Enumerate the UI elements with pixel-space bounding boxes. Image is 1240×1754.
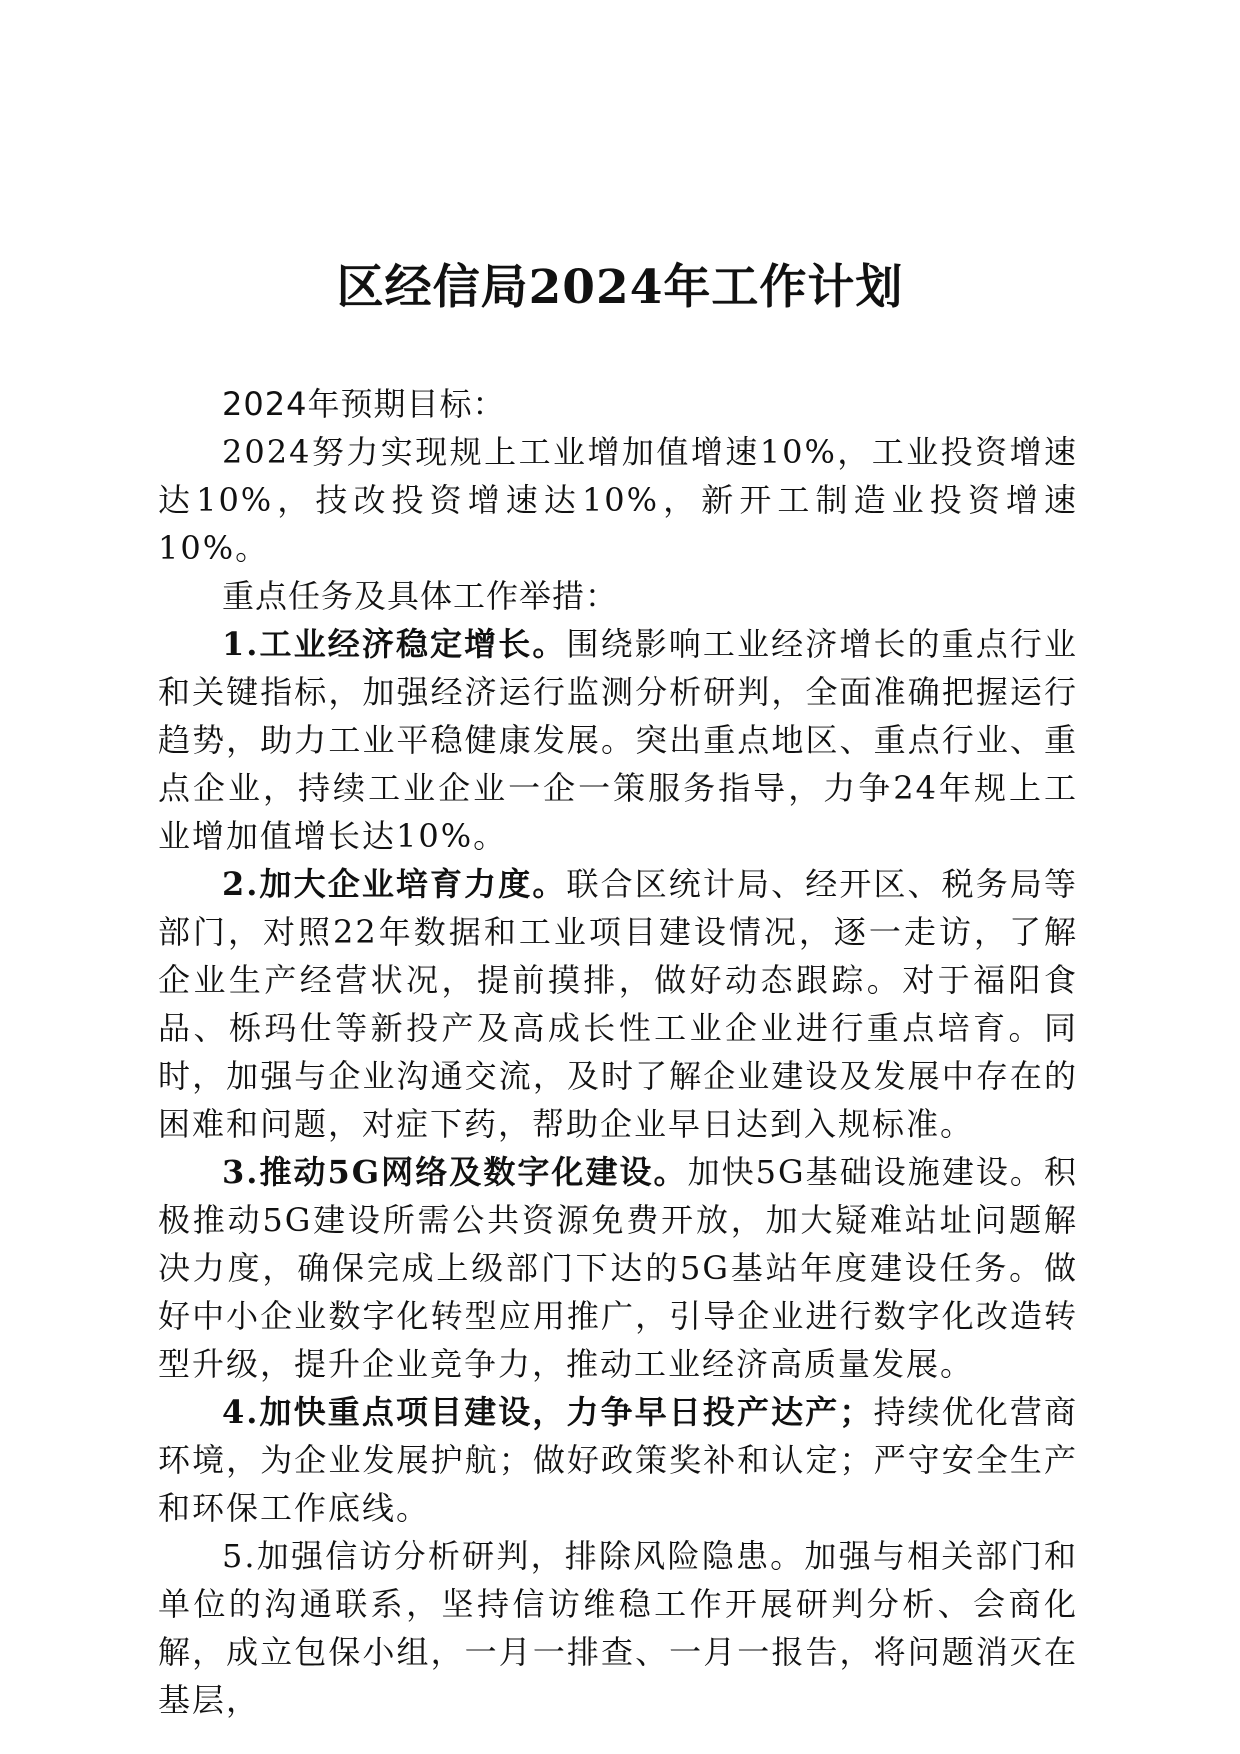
document-title: 区经信局2024年工作计划 (336, 260, 904, 315)
document-body (158, 380, 1078, 1724)
tasks-heading: 重点任务及具体工作举措： (222, 577, 619, 615)
task-item-3-text: 加快5G基础设施建设。积极推动5G建设所需公共资源免费开放，加大疑难站址问题解决力度，确保完成上级部门下达的5G基站年度建设任务。做好中小企业数字化转型应用推广，引导企业进行数字化改造转型升级，提升企业竞争力，推动工业经济高质量发展。 (158, 1153, 1078, 1383)
expected-goals-text: 2024努力实现规上工业增加值增速10%，工业投资增速达10%，技改投资增速达10%，新开工制造业投资增速10%。 (158, 433, 1078, 567)
task-item-4 (158, 1388, 1078, 1532)
task-item-2 (158, 860, 1078, 1148)
task-item-2-lead: 2.加大企业培育力度。 (222, 865, 567, 903)
task-item-4-text: 持续优化营商环境，为企业发展护航；做好政策奖补和认定；严守安全生产和环保工作底线。 (158, 1393, 1078, 1527)
task-item-1-text: 围绕影响工业经济增长的重点行业和关键指标，加强经济运行监测分析研判，全面准确把握运行趋势，助力工业平稳健康发展。突出重点地区、重点行业、重点企业，持续工业企业一企一策服务指导，力争24年规上工业增加值增长达10%。 (158, 625, 1078, 855)
task-item-3-lead: 3.推动5G网络及数字化建设。 (222, 1153, 688, 1191)
task-item-3 (158, 1148, 1078, 1388)
task-item-5-text: 5.加强信访分析研判，排除风险隐患。加强与相关部门和单位的沟通联系，坚持信访维稳工作开展研判分析、会商化解，成立包保小组，一月一排查、一月一报告，将问题消灭在基层， (158, 1537, 1078, 1719)
expected-goals-heading: 2024年预期目标： (222, 385, 506, 423)
task-item-1-lead: 1.工业经济稳定增长。 (222, 625, 567, 663)
task-item-1 (158, 620, 1078, 860)
task-item-4-lead: 4.加快重点项目建设，力争早日投产达产； (222, 1393, 874, 1431)
task-item-2-text: 联合区统计局、经开区、税务局等部门，对照22年数据和工业项目建设情况，逐一走访，了解企业生产经营状况，提前摸排，做好动态跟踪。对于福阳食品、栎玛仕等新投产及高成长性工业企业进行重点培育。同时，加强与企业沟通交流，及时了解企业建设及发展中存在的困难和问题，对症下药，帮助企业早日达到入规标准。 (158, 865, 1078, 1143)
